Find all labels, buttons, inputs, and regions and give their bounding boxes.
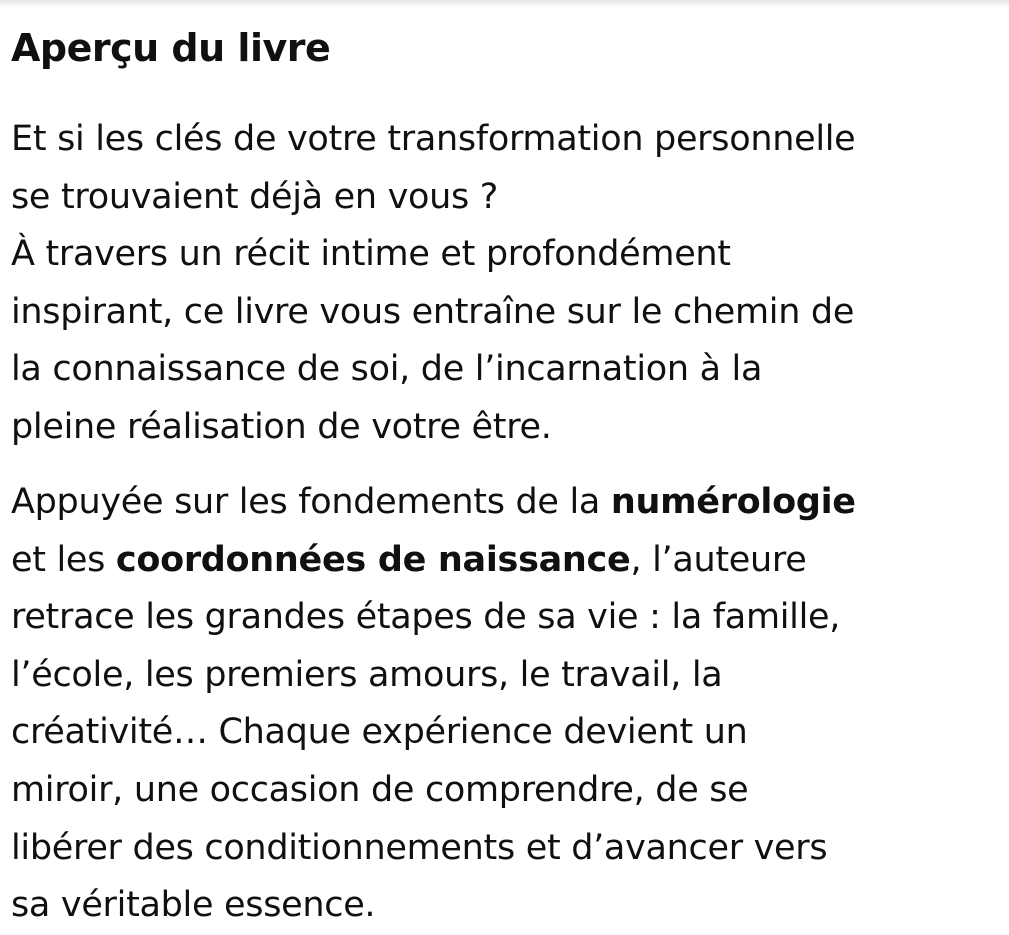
bold-term-numerologie: numérologie [610,482,856,522]
book-description-paragraph-2 [11,474,856,935]
section-title: Aperçu du livre [11,26,331,70]
book-description-paragraph-1 [11,111,855,457]
text-line: retrace les grandes étapes de sa vie : la famille, [11,597,841,638]
text-line: créativité… Chaque expérience devient un [11,712,748,753]
text-line: pleine réalisation de votre être. [11,406,552,447]
text-line: inspirant, ce livre vous entraîne sur le chemin de [11,291,855,332]
text-line [11,474,856,532]
text-line: Et si les clés de votre transformation personnelle [11,119,856,159]
top-divider-shadow [0,0,1009,8]
text-line: À travers un récit intime et profondément [11,234,731,275]
text-segment: Appuyée sur les fondements de la [11,482,611,522]
text-line [11,532,856,590]
text-segment: et les [11,539,116,580]
text-line: libérer des conditionnements et d’avancer vers [11,827,828,868]
text-line: miroir, une occasion de comprendre, de se [11,769,749,810]
text-line: sa véritable essence. [11,885,376,926]
bold-term-coordonnees: coordonnées de naissance [115,539,631,580]
text-line: l’école, les premiers amours, le travail, la [11,654,723,695]
text-line: la connaissance de soi, de l’incarnation à la [11,349,763,390]
text-line: se trouvaient déjà en vous ? [11,176,499,217]
text-segment: , l’auteure [630,539,807,580]
